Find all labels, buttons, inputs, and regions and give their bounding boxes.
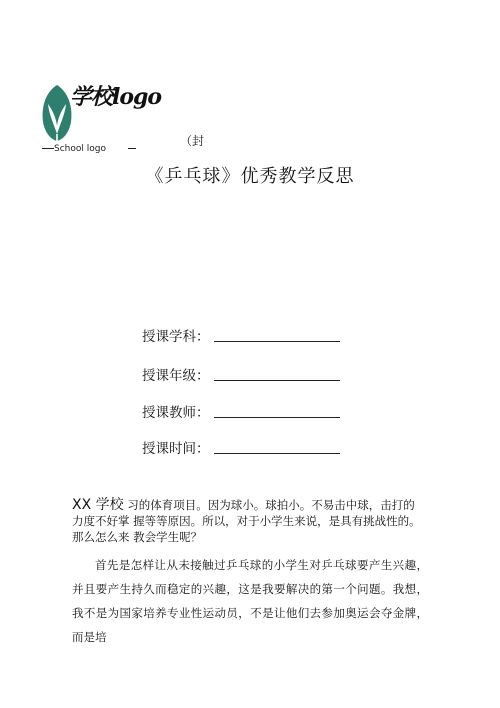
logo-divider xyxy=(42,148,54,149)
school-logo xyxy=(40,78,162,160)
field-label: 授课学科： xyxy=(142,329,210,345)
field-underline xyxy=(214,380,340,381)
document-title: 《乒乓球》优秀教学反思 xyxy=(145,166,355,187)
field-label: 授课时间： xyxy=(142,441,210,457)
field-underline xyxy=(214,341,340,342)
logo-title: 学校logo xyxy=(70,84,162,110)
field-label: 授课年级： xyxy=(142,368,210,384)
school-name: XX 学校 xyxy=(72,497,124,513)
intro-text xyxy=(72,497,422,545)
logo-subtitle: School logo xyxy=(54,144,106,154)
leaf-emblem-icon xyxy=(40,84,74,142)
intro-body: 习的体育项目。因为球小。球拍小。不易击中球，击打的力度不好掌 握等等原因。所以，对于小学生来说，是具有挑战性的。那么怎么来 教会学生呢？ xyxy=(72,498,421,544)
field-underline xyxy=(214,453,340,454)
logo-divider xyxy=(128,148,136,149)
body-paragraph: 首先是怎样让从未接触过乒乓球的小学生对乒乓球要产生兴趣，并且要产生持久而稳定的兴趣，这是我要解决的第一个问题。我想， 我不是为国家培养专业性运动员，不是让他们去参加奥运会夺金牌， 而是培 xyxy=(72,558,428,644)
field-label: 授课教师： xyxy=(142,405,210,421)
cover-mark: （封 xyxy=(180,134,205,148)
field-underline xyxy=(214,417,340,418)
